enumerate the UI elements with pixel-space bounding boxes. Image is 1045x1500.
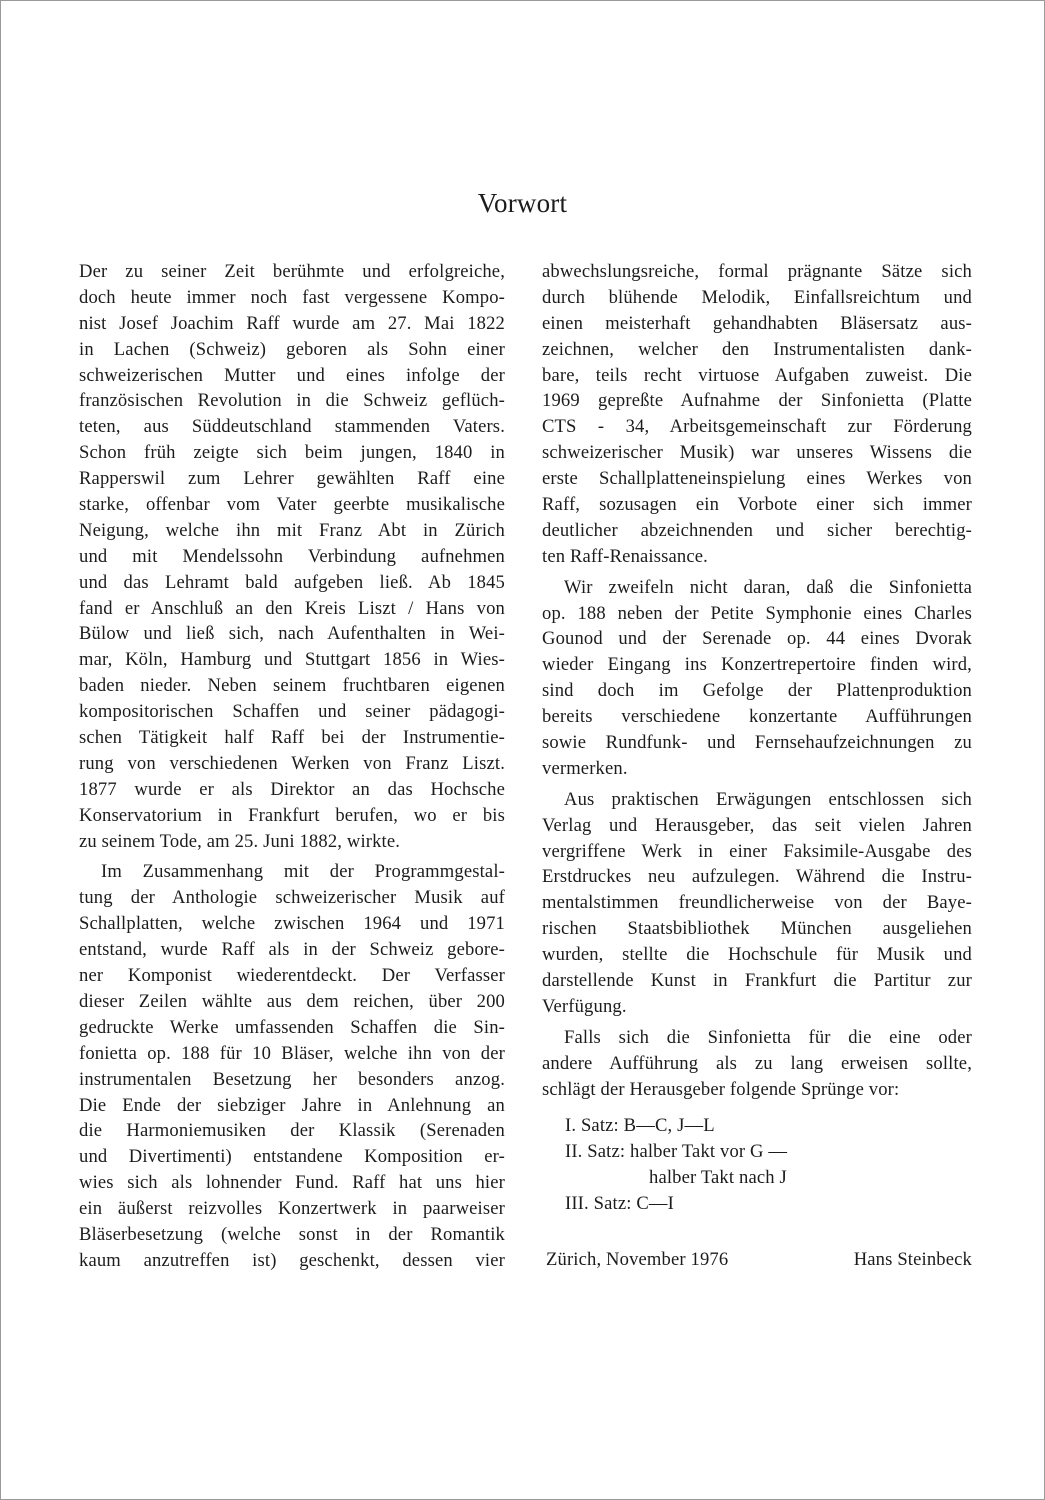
text-line: fand er Anschluß an den Kreis Liszt / Hans von [79,597,505,619]
text-line: deutlicher abzeichnenden und sicher berechtig- [542,519,972,541]
text-line: Schon früh zeigte sich beim jungen, 1840 in [79,442,505,464]
right-column [542,259,972,1273]
text-line: Im Zusammenhang mit der Programmgestal- [101,861,505,883]
text-line: doch heute immer noch fast vergessene Kompo- [79,286,505,308]
text-line: wieder Eingang ins Konzertrepertoire finden wird, [542,654,972,676]
text-line: kompositorischen Schaffen und seiner pädagogi- [79,701,505,723]
text-line: ein äußerst reizvolles Konzertwerk in paarweiser [79,1198,505,1220]
jump-item: III. Satz: C—I [565,1192,674,1214]
text-line: Der zu seiner Zeit berühmte und erfolgreiche, [79,261,505,282]
text-line: Aus praktischen Erwägungen entschlossen sich [564,788,972,810]
text-line: rischen Staatsbibliothek München ausgeliehen [542,918,972,940]
text-line: mar, Köln, Hamburg und Stuttgart 1856 in Wies- [79,649,505,671]
text-line: starke, offenbar vom Vater geerbte musikalische [79,494,505,516]
text-line: abwechslungsreiche, formal prägnante Sätze sich [542,261,972,282]
text-line: instrumentalen Besetzung her besonders anzog. [79,1068,505,1090]
text-line: kaum anzutreffen ist) geschenkt, dessen vier [79,1249,505,1271]
text-line: bare, teils recht virtuose Aufgaben zuweist. Die [542,364,972,386]
text-line: wurden, stellte die Hochschule für Musik und [542,944,972,966]
text-line: Die Ende der siebziger Jahre in Anlehnung an [79,1094,505,1116]
text-line: schweizerischer Musik) war unseres Wissens die [542,442,972,464]
text-line: schlägt der Herausgeber folgende Sprünge vor: [542,1078,900,1100]
text-line: zu seinem Tode, am 25. Juni 1882, wirkte. [79,830,401,852]
text-line: 1877 wurde er als Direktor an das Hochsche [79,778,505,800]
text-line: sind doch im Gefolge der Plattenproduktion [542,680,972,702]
text-line: französischen Revolution in die Schweiz geflüch- [79,390,505,412]
text-line: Erstdruckes neu aufzulegen. Während die Instru- [542,866,972,888]
text-line: fonietta op. 188 für 10 Bläser, welche ihn von der [79,1042,505,1064]
text-line: und mit Mendelssohn Verbindung aufnehmen [79,545,505,567]
text-line: und Divertimenti) entstandene Komposition er- [79,1146,505,1168]
text-line: bereits verschiedene konzertante Aufführungen [542,706,972,728]
signature-block [542,1247,972,1273]
text-line: sowie Rundfunk- und Fernsehaufzeichnungen zu [542,732,972,754]
jump-item: II. Satz: halber Takt vor G — [565,1140,788,1162]
text-line: entstand, wurde Raff als in der Schweiz gebore- [79,939,505,961]
text-line: durch blühende Melodik, Einfallsreichtum und [542,286,972,308]
text-line: tung der Anthologie schweizerischer Musik auf [79,887,505,909]
text-line: schen Tätigkeit half Raff bei der Instrumentie- [79,727,505,749]
text-line: Neigung, welche ihn mit Franz Abt in Zürich [79,519,505,541]
text-line: schweizerischen Mutter und eines infolge der [79,364,505,386]
text-line: die Harmoniemusiken der Klassik (Serenaden [79,1120,505,1142]
text-line: Rapperswil zum Lehrer gewählten Raff eine [79,468,505,490]
left-column [79,259,505,1274]
text-line: erste Schallplatteneinspielung eines Werkes von [542,468,972,490]
text-line: wies sich als lohnender Fund. Raff hat uns hier [79,1172,505,1194]
text-line: Falls sich die Sinfonietta für die eine oder [564,1026,972,1048]
text-line: rung von verschiedenen Werken von Franz Liszt. [79,752,505,774]
text-line: teten, aus Süddeutschland stammenden Vaters. [79,416,505,438]
text-line: Bläserbesetzung (welche sonst in der Romantik [79,1223,505,1245]
text-line: dieser Zeilen wählte aus dem reichen, über 200 [79,990,505,1012]
text-line: mentalstimmen freundlicherweise von der Baye- [542,892,972,914]
text-line: ner Komponist wiederentdeckt. Der Verfasser [79,965,505,987]
text-line: und das Lehramt bald aufgeben ließ. Ab 1845 [79,571,505,593]
text-line: zeichnen, welcher den Instrumentalisten dank- [542,338,972,360]
jump-list [542,1113,972,1217]
text-line: vermerken. [542,757,628,779]
text-line: Bülow und ließ sich, nach Aufenthalten in Wei- [79,623,505,645]
text-line: Wir zweifeln nicht daran, daß die Sinfonietta [564,576,972,598]
text-line: darstellende Kunst in Frankfurt die Partitur zur [542,970,972,992]
text-line: Verfügung. [542,995,627,1017]
page-title: Vorwort [477,188,568,218]
text-line: Schallplatten, welche zwischen 1964 und 1971 [79,913,505,935]
text-line: Konservatorium in Frankfurt berufen, wo er bis [79,804,505,826]
author-name: Hans Steinbeck [853,1248,972,1270]
text-line: baden nieder. Neben seinem fruchtbaren eigenen [79,675,505,697]
text-line: Gounod und der Serenade op. 44 eines Dvorak [542,628,972,650]
text-line: 1969 gepreßte Aufnahme der Sinfonietta (Platte [542,390,972,412]
jump-item-continuation: halber Takt nach J [649,1166,787,1188]
text-line: CTS - 34, Arbeitsgemeinschaft zur Förderung [542,416,972,438]
text-line: ten Raff-Renaissance. [542,545,708,567]
text-line: Raff, sozusagen ein Vorbote einer sich immer [542,494,972,516]
text-line: einen meisterhaft gehandhabten Bläsersatz aus- [542,312,972,334]
place-date: Zürich, November 1976 [546,1248,729,1270]
text-line: andere Aufführung als zu lang erweisen sollte, [542,1052,972,1074]
text-line: op. 188 neben der Petite Symphonie eines Charles [542,602,972,624]
text-line: nist Josef Joachim Raff wurde am 27. Mai 1822 [79,312,505,334]
text-line: gedruckte Werke umfassenden Schaffen die Sin- [79,1016,505,1038]
jump-item: I. Satz: B—C, J—L [565,1114,715,1136]
text-line: Verlag und Herausgeber, das seit vielen Jahren [542,814,972,836]
text-line: in Lachen (Schweiz) geboren als Sohn einer [79,338,505,360]
text-line: vergriffene Werk in einer Faksimile-Ausgabe des [542,840,972,862]
